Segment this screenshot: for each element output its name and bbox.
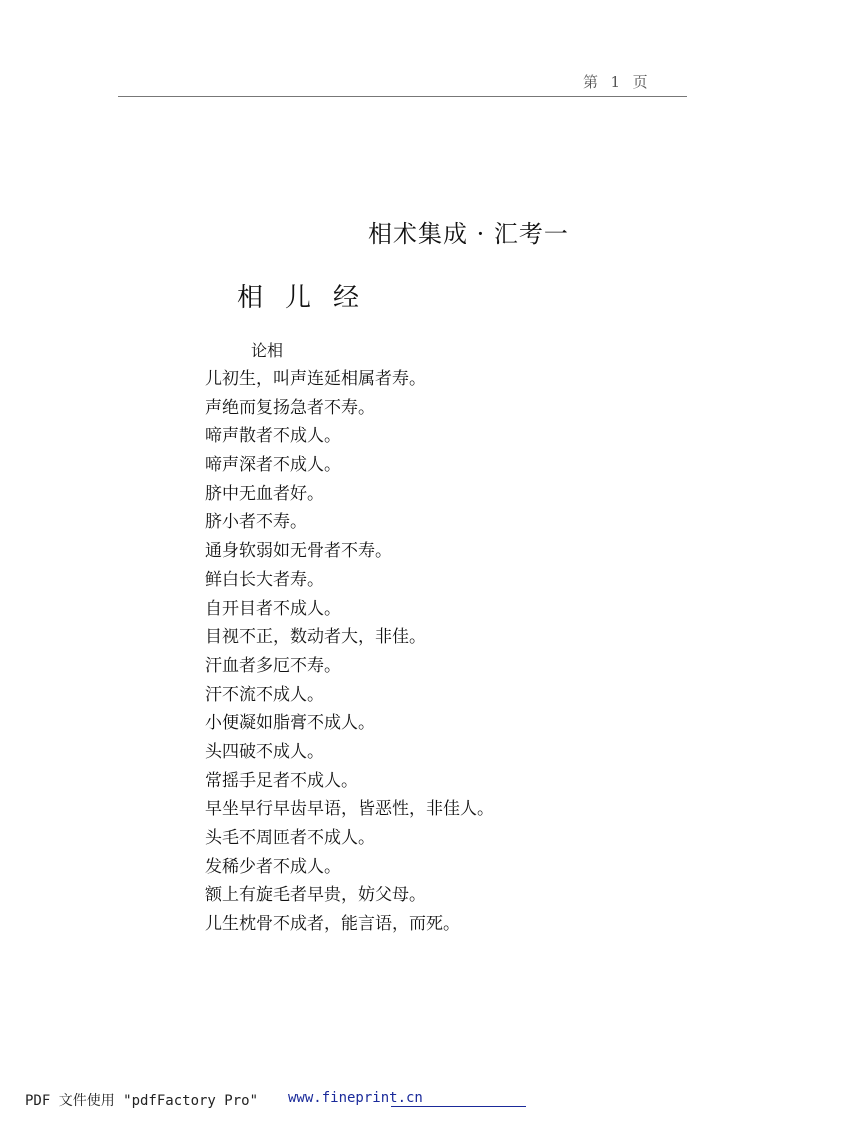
section-title: 论相 [251,341,284,360]
text-line: 汗血者多厄不寿。 [205,655,341,676]
text-line: 声绝而复扬急者不寿。 [205,397,375,418]
text-line: 儿初生，叫声连延相属者寿。 [205,369,426,389]
footer-link[interactable]: www.fineprint.cn [288,1090,423,1106]
text-line: 额上有旋毛者早贵，妨父母。 [205,885,426,906]
page-number: 第 1 页 [583,73,649,91]
text-line: 鲜白长大者寿。 [205,569,324,590]
book-title: 相术集成 · 汇考一 [368,220,569,248]
text-line: 目视不正，数动者大，非佳。 [205,627,426,648]
text-line: 儿生枕骨不成者，能言语，而死。 [205,914,460,935]
header-rule [118,96,687,97]
text-lines [205,365,494,939]
text-line: 脐中无血者好。 [205,483,324,504]
text-line: 早坐早行早齿早语，皆恶性，非佳人。 [205,799,494,820]
text-line: 头毛不周匝者不成人。 [205,828,375,848]
text-line: 发稀少者不成人。 [205,856,341,877]
text-line: 小便凝如脂膏不成人。 [205,713,375,734]
text-line: 自开目者不成人。 [205,598,341,619]
footer-text: PDF 文件使用 "pdfFactory Pro" [25,1093,259,1109]
text-line: 脐小者不寿。 [205,512,307,533]
text-line: 通身软弱如无骨者不寿。 [205,541,392,562]
text-line: 常摇手足者不成人。 [205,770,358,791]
footer-link-underline [391,1106,526,1107]
text-line: 汗不流不成人。 [205,684,324,705]
text-line: 啼声散者不成人。 [205,426,341,447]
text-line: 头四破不成人。 [205,741,324,762]
text-line: 啼声深者不成人。 [205,455,341,476]
chapter-title: 相儿经 [237,283,382,313]
